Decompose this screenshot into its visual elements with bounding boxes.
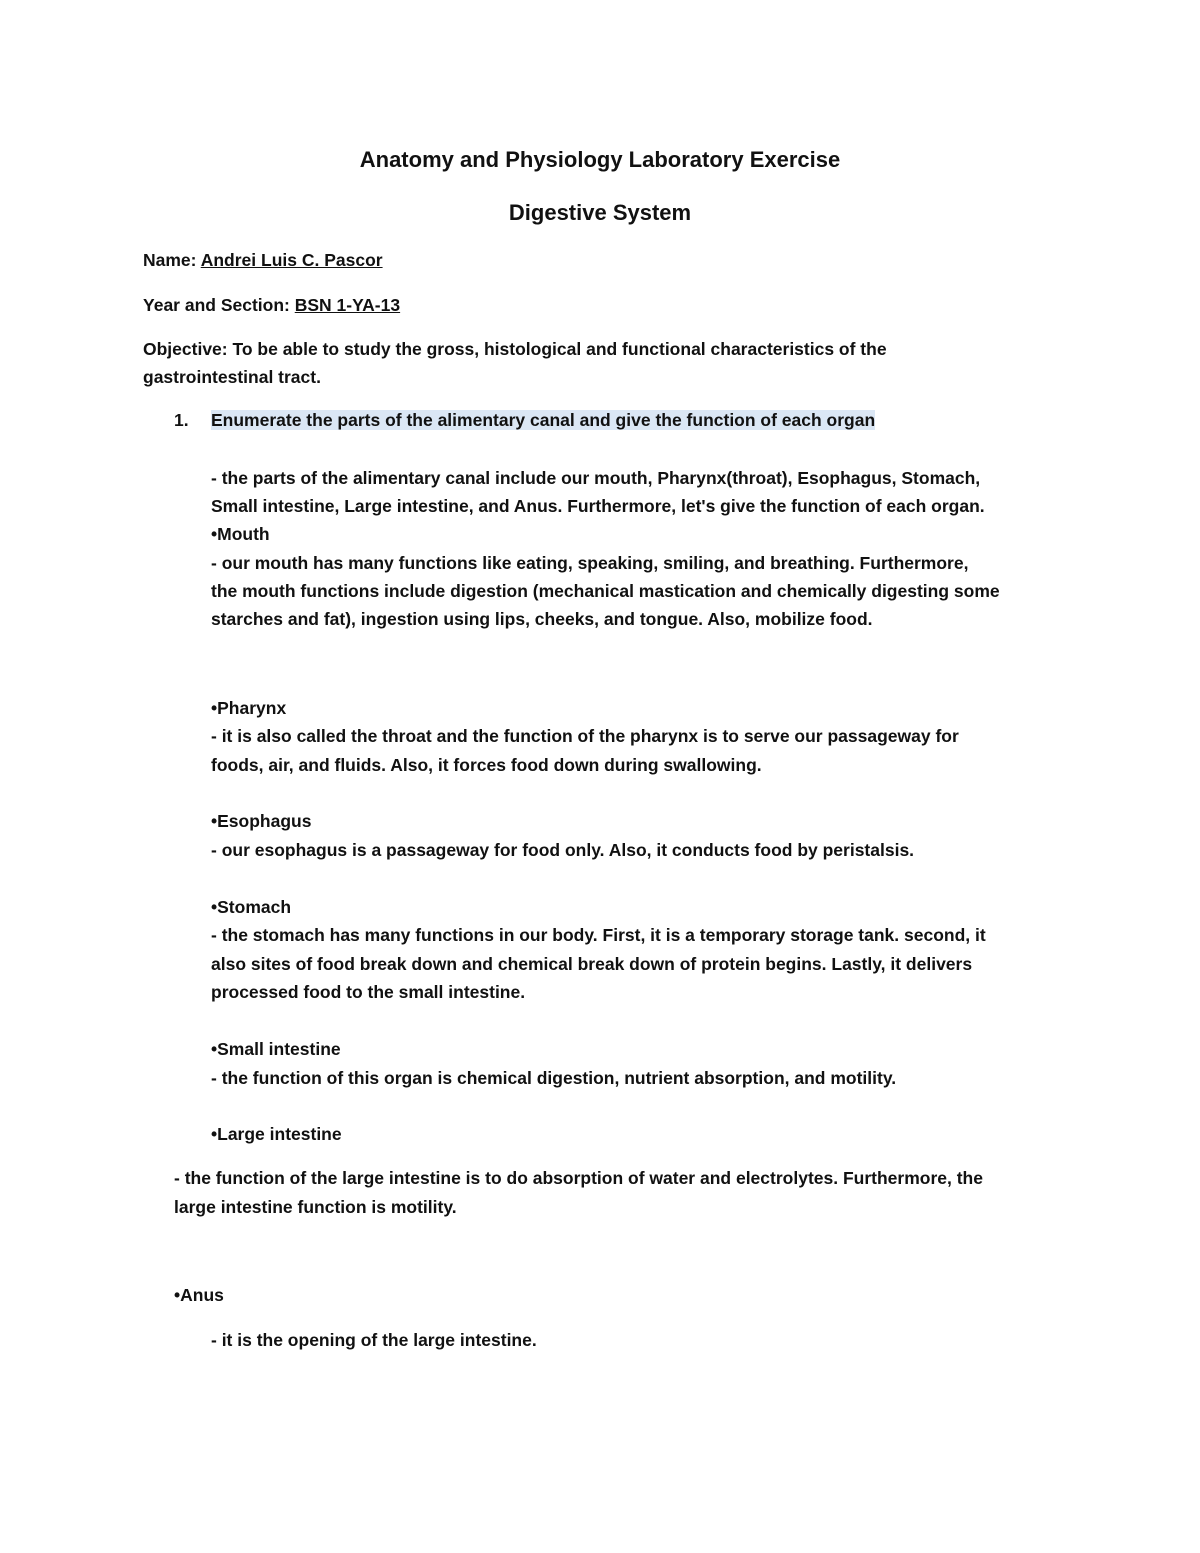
esophagus-heading: •Esophagus <box>211 811 312 831</box>
stomach-line-3: processed food to the small intestine. <box>211 982 526 1002</box>
name-value: Andrei Luis C. Pascor <box>200 250 383 270</box>
objective-line-1: Objective: To be able to study the gross, histological and functional characteristics of the <box>143 339 887 359</box>
mouth-line-1: - our mouth has many functions like eating, speaking, smiling, and breathing. Furthermore, <box>211 553 969 573</box>
pharynx-heading: •Pharynx <box>211 698 287 718</box>
large-intestine-heading: •Large intestine <box>211 1124 342 1144</box>
mouth-heading: •Mouth <box>211 524 270 544</box>
stomach-line-2: also sites of food break down and chemical break down of protein begins. Lastly, it delivers <box>211 954 973 974</box>
anus-line-1: - it is the opening of the large intestine. <box>211 1330 537 1350</box>
section-label: Year and Section: <box>143 295 290 315</box>
document-subtitle: Digestive System <box>508 200 692 225</box>
document-title: Anatomy and Physiology Laboratory Exercise <box>359 147 841 172</box>
esophagus-line-1: - our esophagus is a passageway for food only. Also, it conducts food by peristalsis. <box>211 840 915 860</box>
intro-line-2: Small intestine, Large intestine, and Anus. Furthermore, let's give the function of each organ. <box>211 496 985 516</box>
mouth-line-2: the mouth functions include digestion (mechanical mastication and chemically digesting some <box>211 581 1000 601</box>
stomach-heading: •Stomach <box>211 897 292 917</box>
mouth-line-3: starches and fat), ingestion using lips, cheeks, and tongue. Also, mobilize food. <box>211 609 873 629</box>
small-intestine-heading: •Small intestine <box>211 1039 341 1059</box>
question-text <box>211 408 875 432</box>
stomach-line-1: - the stomach has many functions in our body. First, it is a temporary storage tank. second, it <box>211 925 986 945</box>
pharynx-line-2: foods, air, and fluids. Also, it forces food down during swallowing. <box>211 755 762 775</box>
name-row <box>143 248 383 272</box>
question-number: 1. <box>174 410 189 430</box>
section-value: BSN 1-YA-13 <box>294 295 401 315</box>
large-intestine-line-2: large intestine function is motility. <box>174 1197 457 1217</box>
anus-heading: •Anus <box>174 1285 224 1305</box>
objective-line-2: gastrointestinal tract. <box>143 367 321 387</box>
large-intestine-line-1: - the function of the large intestine is to do absorption of water and electrolytes. Furthermore, the <box>174 1168 983 1188</box>
pharynx-line-1: - it is also called the throat and the function of the pharynx is to serve our passageway for <box>211 726 959 746</box>
section-row <box>143 293 400 317</box>
question-highlight: Enumerate the parts of the alimentary canal and give the function of each organ <box>211 410 876 430</box>
name-label: Name: <box>143 250 197 270</box>
small-intestine-line-1: - the function of this organ is chemical digestion, nutrient absorption, and motility. <box>211 1068 897 1088</box>
intro-line-1: - the parts of the alimentary canal include our mouth, Pharynx(throat), Esophagus, Stomach, <box>211 468 981 488</box>
